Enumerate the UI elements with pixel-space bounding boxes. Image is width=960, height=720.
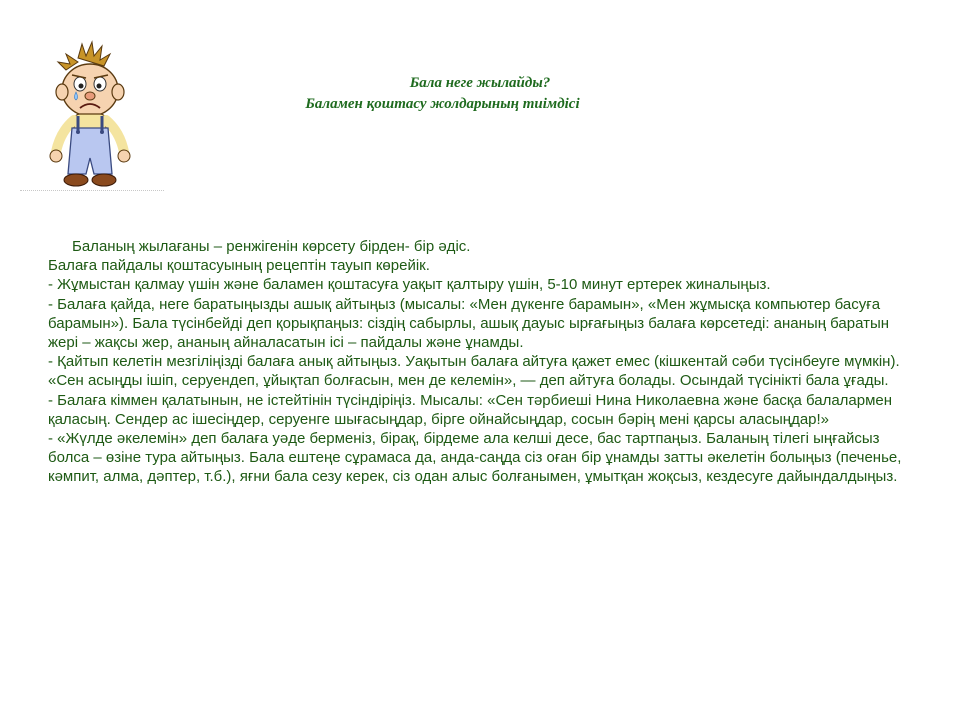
title-line-2: Баламен қоштасу жолдарының тиімдісі	[305, 96, 580, 112]
page-title	[250, 73, 710, 115]
title-line-1: Бала неге жылайды?	[409, 75, 551, 91]
crying-boy-icon	[20, 40, 166, 194]
paragraph-recipe: Балаға пайдалы қоштасуының рецептін тауып көрейік.	[48, 257, 430, 275]
paragraph-intro: Баланың жылағаны – ренжігенін көрсету бірден- бір әдіс.	[72, 238, 471, 255]
paragraph-tip-2: - Балаға қайда, неге баратыңызды ашық айтыңыз (мысалы: «Мен дүкенге барамын», «Мен жұмысқа компьютер басуға барамын»). Бала түсінбейді деп қорықпаңыз: сіздің сабырлы, ашық дауыс ырғағыңыз балаға көрсетеді: ананың баратын жері – жақсы жер, ананың айналасатын ісі – пайдалы және ұнамды.	[48, 295, 890, 352]
article-body	[48, 237, 918, 487]
paragraph-tip-5: - «Жүлде әкелемін» деп балаға уәде берменіз, бірақ, бірдеме ала келші десе, бас тартпаңыз. Баланың тілегі ыңғайсыз болса – өзіне тура айтыңыз. Бала ештеңе сұрамаса да, анда-саңда сіз оған бір ұнамды затты әкелетін болыңыз (печенье, кәмпит, алма, дәптер, т.б.), яғни бала сезу керек, сіз одан алыс болғанымен, ұмытқан жоқсыз, кездесуге дайындалдыңыз.	[48, 430, 902, 486]
paragraph-tip-4: - Балаға кіммен қалатынын, не істейтінін түсіндіріңіз. Мысалы: «Сен тәрбиеші Нина Николаевна және басқа балалармен қаласың. Сендер ас ішесіңдер, серуенге шығасыңдар, бірге ойнайсыңдар, сосын бәрің мені қарсы аласыңдар!»	[48, 391, 893, 428]
clipart-divider	[20, 190, 164, 191]
paragraph-tip-1: - Жұмыстан қалмау үшін және баламен қоштасуға уақыт қалтыру үшін, 5-10 минут ертерек жиналыңыз.	[48, 276, 771, 294]
paragraph-tip-3: - Қайтып келетін мезгіліңізді балаға анық айтыңыз. Уақытын балаға айтуға қажет емес (кішкентай сәби түсінбеуге мүмкін). «Сен асыңды ішіп, серуендеп, ұйықтап болғасын, мен де келемін», — деп айтуға болады. Осындай түсінікті бала ұғады.	[48, 353, 900, 390]
